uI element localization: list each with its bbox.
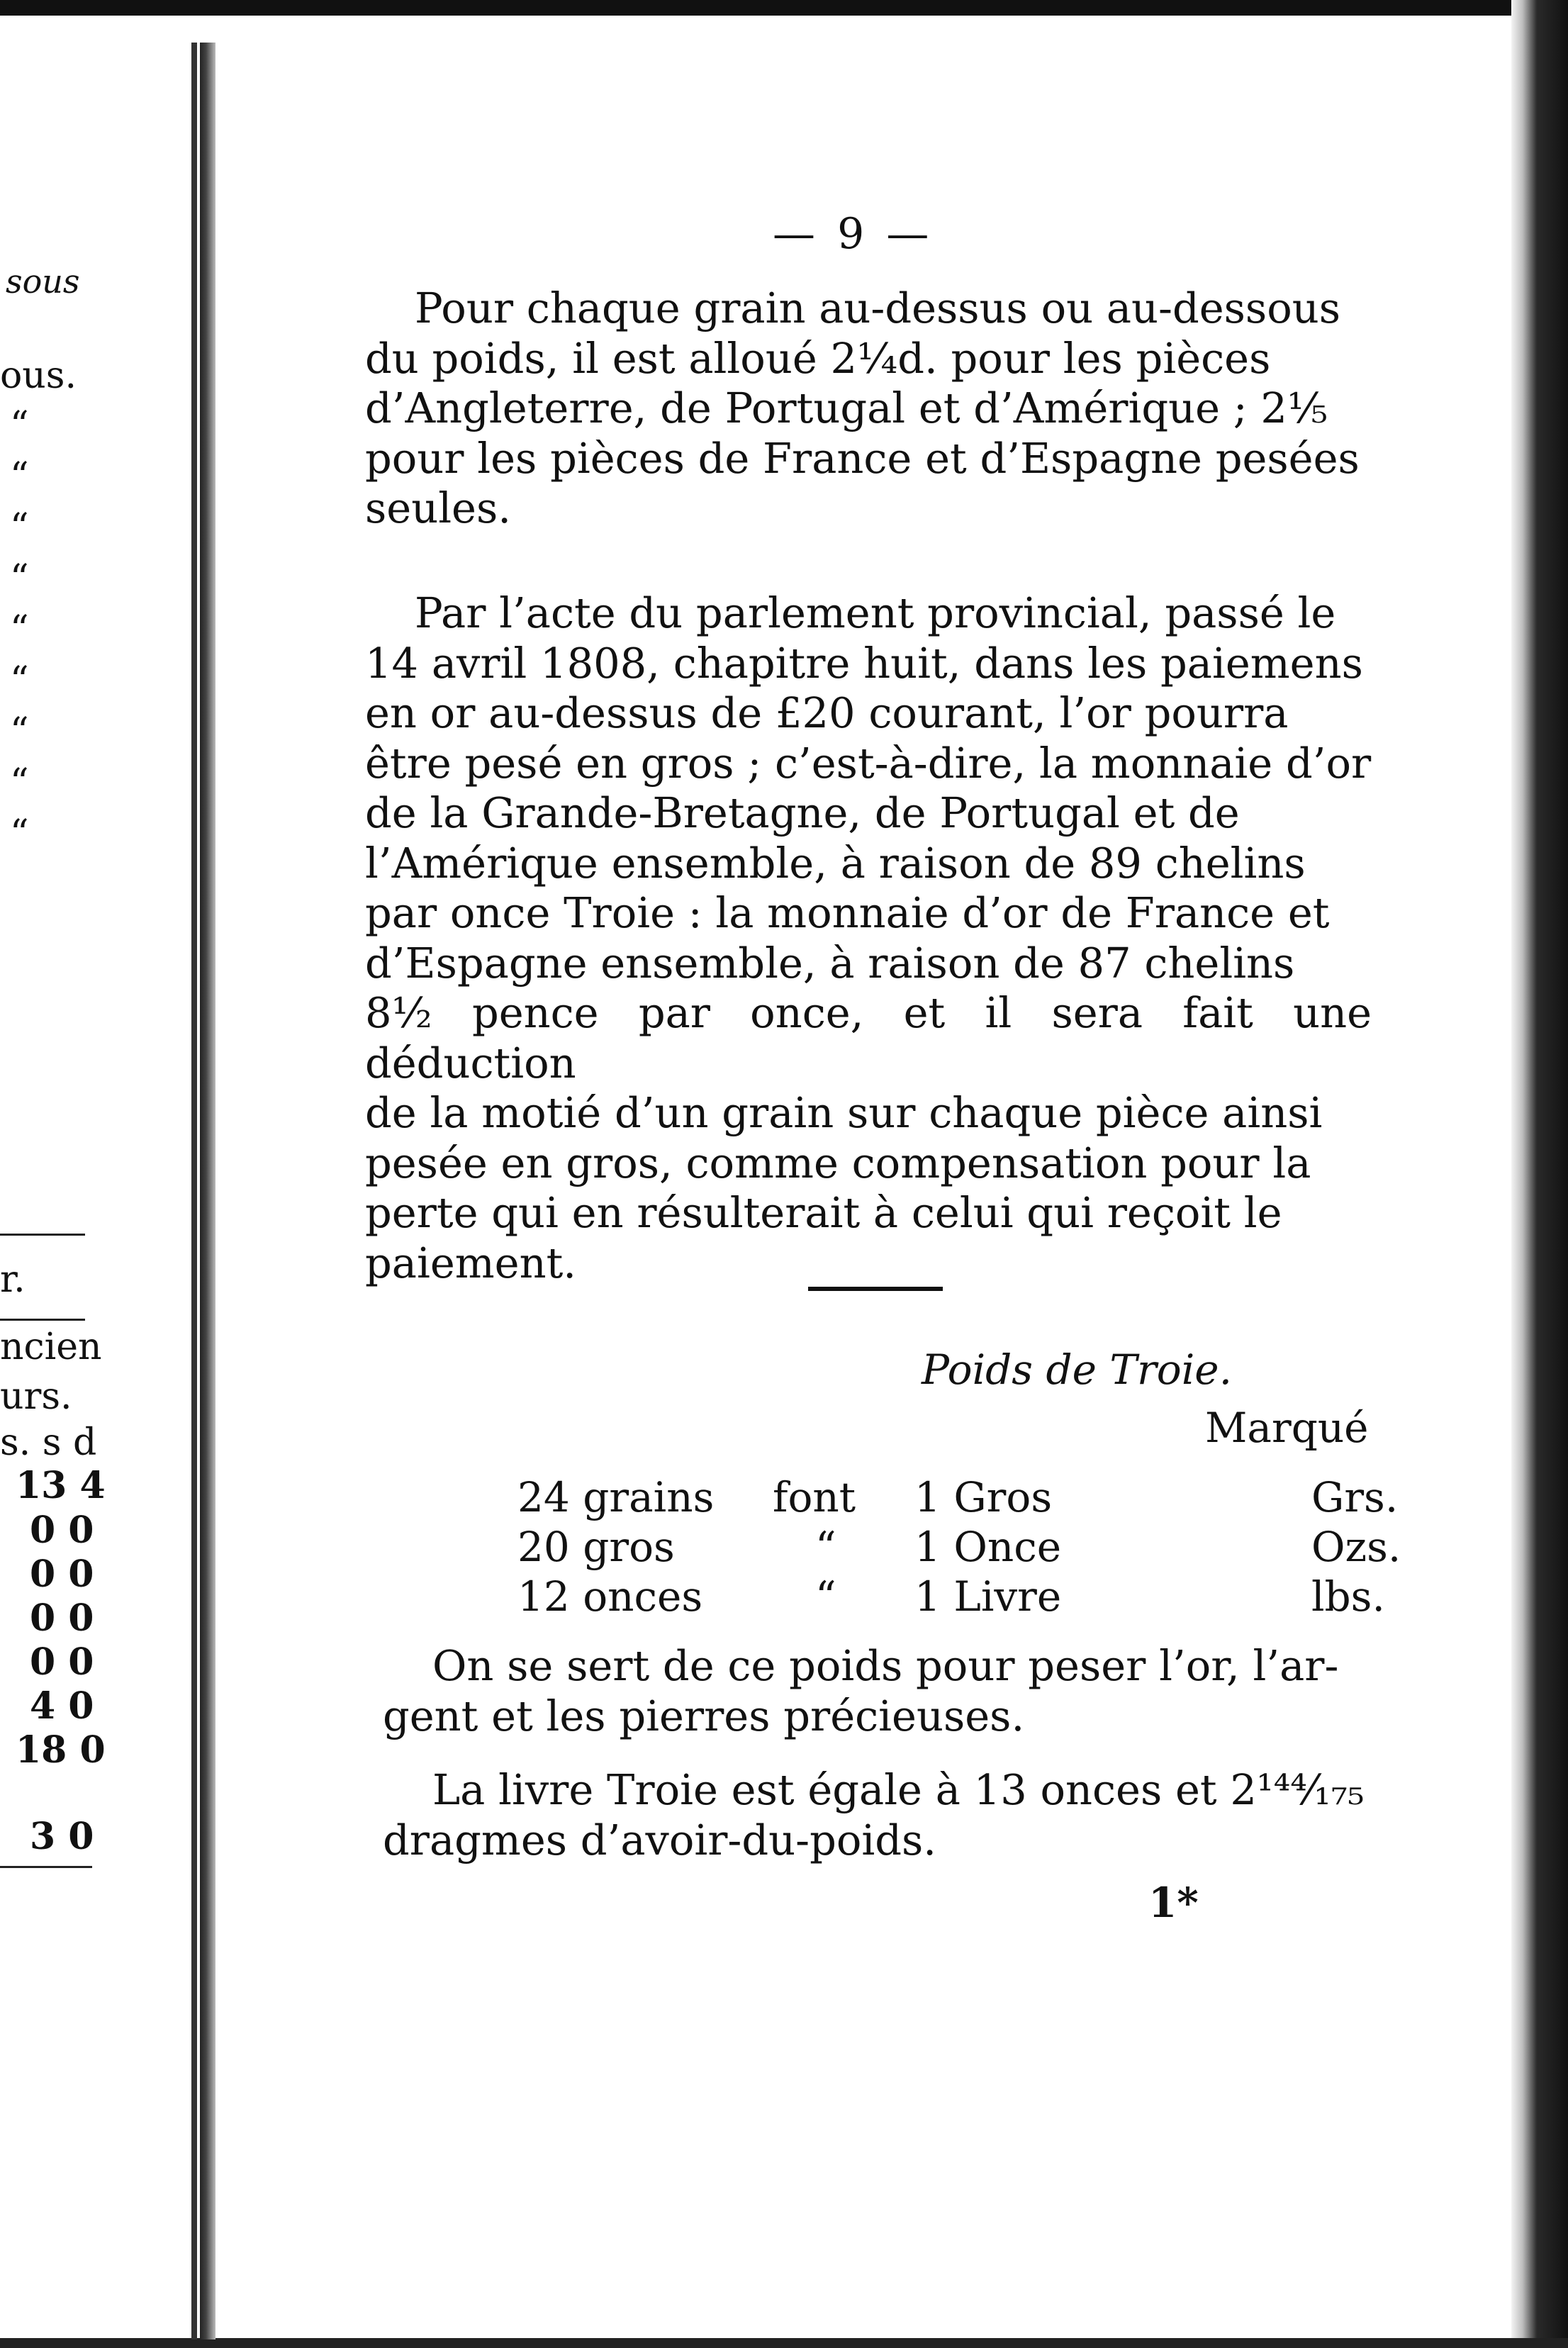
text-line: pour les pièces de France et d’Espagne pesées bbox=[365, 433, 1360, 483]
ditto-mark: “ bbox=[10, 404, 29, 447]
previous-page-fragment bbox=[0, 0, 190, 2348]
weight-table-row bbox=[517, 1572, 1510, 1622]
weight-table-row bbox=[517, 1523, 1510, 1572]
left-value: 18 0 bbox=[16, 1728, 106, 1772]
left-column-head: s. s d bbox=[0, 1421, 97, 1464]
ditto-mark: “ bbox=[10, 710, 29, 753]
text-line: de la Grande-Bretagne, de Portugal et de bbox=[365, 788, 1240, 837]
scan-edge-top bbox=[0, 0, 1568, 16]
row-mark: Ozs. bbox=[1311, 1523, 1401, 1571]
text-line: Pour chaque grain au-dessus ou au-dessous bbox=[415, 284, 1341, 332]
page-number: — 9 — bbox=[773, 209, 934, 259]
text-line: gent et les pierres précieuses. bbox=[383, 1691, 1025, 1740]
paragraph-provincial-act bbox=[365, 588, 1372, 1288]
text-line: de la motié d’un grain sur chaque pièce ainsi bbox=[365, 1088, 1323, 1137]
scan-edge-right bbox=[1511, 0, 1568, 2348]
left-value: 13 4 bbox=[16, 1464, 106, 1507]
section-heading: Poids de Troie. bbox=[922, 1346, 1233, 1394]
section-divider bbox=[808, 1287, 943, 1291]
row-verb: font bbox=[773, 1473, 856, 1521]
ditto-mark: “ bbox=[10, 761, 29, 804]
text-line: être pesé en gros ; c’est-à-dire, la monnaie d’or bbox=[365, 738, 1372, 788]
left-rule bbox=[0, 1234, 85, 1236]
text-line: Par l’acte du parlement provincial, passé le bbox=[415, 588, 1336, 637]
text-line: 14 avril 1808, chapitre huit, dans les paiemens bbox=[365, 638, 1363, 688]
weight-table-row bbox=[517, 1473, 1510, 1523]
binding-edge bbox=[191, 43, 197, 2339]
ditto-mark: “ bbox=[10, 812, 29, 855]
text-line: d’Angleterre, de Portugal et d’Amérique ; 2⅕ bbox=[365, 384, 1328, 432]
row-verb: “ bbox=[815, 1523, 836, 1571]
row-verb: “ bbox=[815, 1572, 836, 1621]
left-value: 0 0 bbox=[30, 1597, 94, 1640]
row-result: 1 Gros bbox=[914, 1473, 1053, 1521]
ditto-mark: “ bbox=[10, 506, 29, 549]
left-column-head: urs. bbox=[0, 1375, 72, 1418]
left-header-word: sous bbox=[6, 262, 80, 301]
left-rule bbox=[0, 1866, 92, 1868]
scan-edge-bottom bbox=[0, 2338, 1568, 2348]
text-line: La livre Troie est égale à 13 onces et 2¹⁴⁴⁄₁₇₅ bbox=[432, 1765, 1365, 1814]
text-line: d’Espagne ensemble, à raison de 87 chelins bbox=[365, 938, 1295, 988]
ditto-mark: “ bbox=[10, 455, 29, 498]
text-line: perte qui en résulterait à celui qui reçoit le bbox=[365, 1188, 1282, 1237]
text-line: seules. bbox=[365, 483, 512, 532]
paragraph-equivalence bbox=[383, 1765, 1382, 1865]
left-value: 3 0 bbox=[30, 1815, 94, 1858]
left-value: 4 0 bbox=[30, 1684, 94, 1728]
paragraph-usage bbox=[383, 1641, 1382, 1741]
left-label: r. bbox=[0, 1258, 26, 1301]
text-line: pesée en gros, comme compensation pour la bbox=[365, 1138, 1311, 1187]
row-quantity: 12 onces bbox=[517, 1572, 703, 1621]
row-mark: Grs. bbox=[1311, 1473, 1399, 1521]
paragraph-grain-allowance bbox=[365, 284, 1372, 534]
text-line: par once Troie : la monnaie d’or de France et bbox=[365, 888, 1330, 937]
text-line: On se sert de ce poids pour peser l’or, l’ar- bbox=[432, 1641, 1339, 1690]
row-result: 1 Once bbox=[914, 1523, 1062, 1571]
text-line: paiement. bbox=[365, 1238, 577, 1287]
row-result: 1 Livre bbox=[914, 1572, 1062, 1621]
text-line: 8½ pence par once, et il sera fait une déduction bbox=[365, 988, 1372, 1088]
ditto-mark: “ bbox=[10, 608, 29, 651]
text-line: en or au-dessus de £20 courant, l’or pourra bbox=[365, 688, 1289, 737]
signature-mark: 1* bbox=[1148, 1879, 1199, 1927]
left-value: 0 0 bbox=[30, 1640, 94, 1684]
ditto-mark: “ bbox=[10, 659, 29, 702]
left-column-head: ncien bbox=[0, 1326, 102, 1368]
ditto-mark: “ bbox=[10, 557, 29, 600]
page-9 bbox=[213, 21, 1482, 2332]
row-mark: lbs. bbox=[1311, 1572, 1385, 1621]
left-rule bbox=[0, 1319, 85, 1321]
text-line: l’Amérique ensemble, à raison de 89 chelins bbox=[365, 838, 1306, 888]
column-header-mark: Marqué bbox=[1205, 1404, 1369, 1452]
row-quantity: 24 grains bbox=[517, 1473, 715, 1521]
left-value: 0 0 bbox=[30, 1553, 94, 1596]
row-quantity: 20 gros bbox=[517, 1523, 675, 1571]
left-value: 0 0 bbox=[30, 1509, 94, 1552]
text-line: du poids, il est alloué 2¼d. pour les pièces bbox=[365, 333, 1271, 383]
text-line: dragmes d’avoir-du-poids. bbox=[383, 1815, 937, 1865]
left-heading-word: ous. bbox=[0, 354, 77, 397]
